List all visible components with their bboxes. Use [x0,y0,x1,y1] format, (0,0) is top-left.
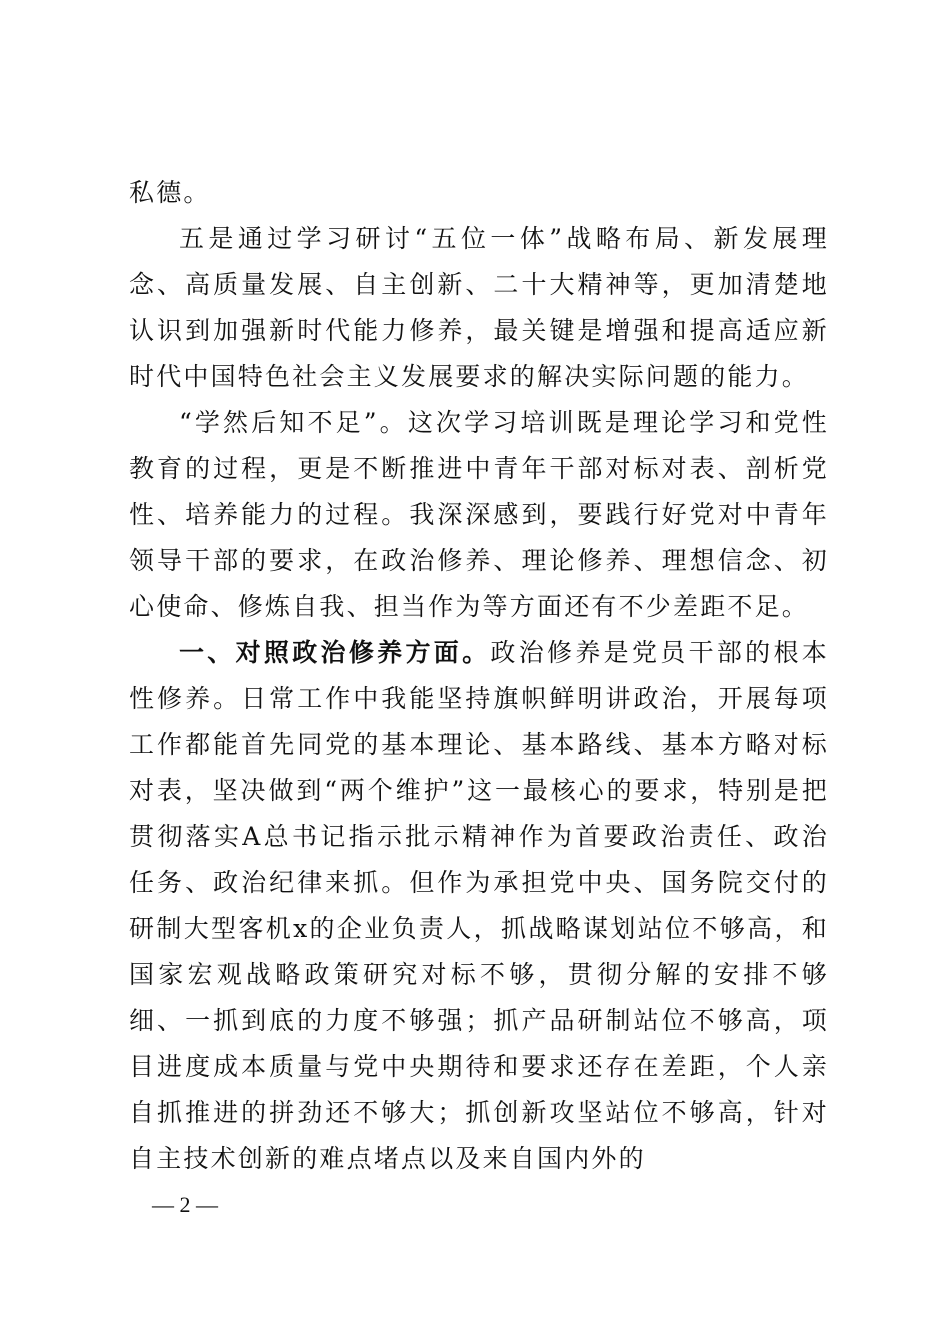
paragraph-4 [129,630,829,1182]
section-heading: 一、对照政治修养方面。 [179,638,491,667]
paragraph-3 [129,400,829,630]
page-number: — 2 — [152,1192,218,1217]
paragraph-2-text: 五是通过学习研讨“五位一体”战略布局、新发展理念、高质量发展、自主创新、二十大精神等，更加清楚地认识到加强新时代能力修养，最关键是增强和提高适应新时代中国特色社会主义发展要求的解决实际问题的能力。 [129,224,829,391]
paragraph-4-text: 政治修养是党员干部的根本性修养。日常工作中我能坚持旗帜鲜明讲政治，开展每项工作都能首先同党的基本理论、基本路线、基本方略对标对表，坚决做到“两个维护”这一最核心的要求，特别是把贯彻落实A总书记指示批示精神作为首要政治责任、政治任务、政治纪律来抓。但作为承担党中央、国务院交付的研制大型客机x的企业负责人，抓战略谋划站位不够高，和国家宏观战略政策研究对标不够，贯彻分解的安排不够细、一抓到底的力度不够强；抓产品研制站位不够高，项目进度成本质量与党中央期待和要求还存在差距，个人亲自抓推进的拼劲还不够大；抓创新攻坚站位不够高，针对自主技术创新的难点堵点以及来自国内外的 [129,638,830,1173]
paragraph-3-text: “学然后知不足”。这次学习培训既是理论学习和党性教育的过程，更是不断推进中青年干部对标对表、剖析党性、培养能力的过程。我深深感到，要践行好党对中青年领导干部的要求，在政治修养、理论修养、理想信念、初心使命、修炼自我、担当作为等方面还有不少差距不足。 [129,408,829,621]
paragraph-1 [129,170,829,216]
paragraph-1-text: 私德。 [129,178,211,207]
paragraph-2 [129,216,829,400]
body-text [129,170,829,1182]
